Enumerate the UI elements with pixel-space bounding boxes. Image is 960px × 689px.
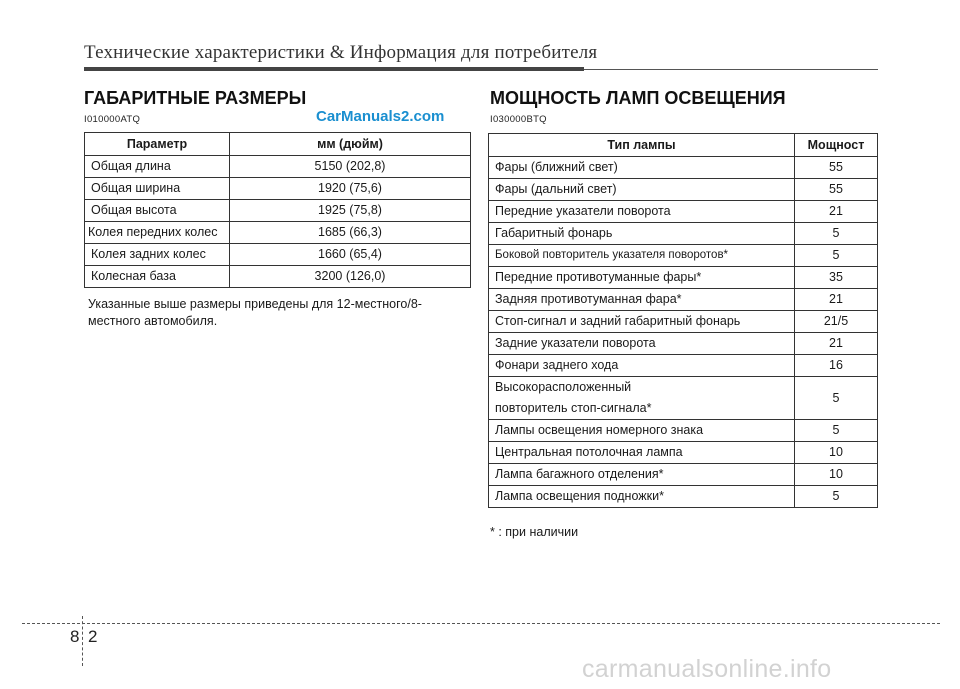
lamp-type-cell: Фары (ближний свет) [489, 157, 795, 179]
table-row [489, 179, 878, 201]
lamp-type-cell: Задняя противотуманная фара* [489, 289, 795, 311]
table-row [489, 311, 878, 333]
lamp-type-cell: Фары (дальний свет) [489, 179, 795, 201]
lamp-type-cell: Габаритный фонарь [489, 223, 795, 245]
param-cell: Колея задних колес [85, 244, 230, 266]
lamp-power-cell: 21 [795, 289, 878, 311]
lamp-type-line: повторитель стоп-сигнала* [495, 401, 652, 415]
lamp-type-cell: Задние указатели поворота [489, 333, 795, 355]
lamp-type-cell: Лампы освещения номерного знака [489, 420, 795, 442]
lamp-type-cell: Боковой повторитель указателя поворотов* [489, 245, 795, 267]
column-header-type: Тип лампы [489, 134, 795, 157]
param-cell: Колесная база [85, 266, 230, 288]
lamps-footnote: * : при наличии [490, 525, 579, 539]
dimensions-table [84, 132, 471, 288]
dimensions-title: ГАБАРИТНЫЕ РАЗМЕРЫ [84, 88, 307, 108]
table-row [85, 244, 471, 266]
lamps-table [488, 133, 878, 508]
lamp-type-cell: Фонари заднего хода [489, 355, 795, 377]
column-header-param: Параметр [85, 133, 230, 156]
column-header-power: Мощност [795, 134, 878, 157]
table-row [489, 464, 878, 486]
lamps-code: I030000BTQ [490, 114, 547, 125]
value-cell: 1660 (65,4) [230, 244, 471, 266]
lamp-type-cell: Лампа освещения подножки* [489, 486, 795, 508]
table-row [489, 333, 878, 355]
watermark-carmanualsonline[interactable]: carmanualsonline.info [582, 655, 832, 683]
param-cell: Общая ширина [85, 178, 230, 200]
lamp-type-cell: Лампа багажного отделения* [489, 464, 795, 486]
lamp-power-cell: 35 [795, 267, 878, 289]
lamp-power-cell: 21/5 [795, 311, 878, 333]
dimensions-code: I010000ATQ [84, 114, 141, 125]
value-cell: 1925 (75,8) [230, 200, 471, 222]
table-header-row [489, 134, 878, 157]
lamp-power-cell: 10 [795, 464, 878, 486]
table-row [489, 355, 878, 377]
lamp-power-cell: 21 [795, 201, 878, 223]
lamp-power-cell: 5 [795, 245, 878, 267]
value-cell: 1685 (66,3) [230, 222, 471, 244]
lamp-power-cell: 55 [795, 157, 878, 179]
dimensions-note: Указанные выше размеры приведены для 12-местного/8-местного автомобиля. [88, 297, 422, 328]
table-row [489, 486, 878, 508]
table-row [489, 289, 878, 311]
watermark-carmanuals2[interactable]: CarManuals2.com [316, 108, 445, 125]
lamp-power-cell: 5 [795, 223, 878, 245]
header-title: Технические характеристики & Информация для потребителя [84, 42, 598, 63]
header-rule [84, 67, 584, 71]
table-row [489, 377, 878, 420]
lamp-power-cell: 5 [795, 377, 878, 420]
lamp-type-cell [489, 377, 795, 420]
lamp-power-cell: 16 [795, 355, 878, 377]
lamp-power-cell: 10 [795, 442, 878, 464]
table-row [85, 156, 471, 178]
value-cell: 5150 (202,8) [230, 156, 471, 178]
table-row [489, 442, 878, 464]
param-cell: Колея передних колес [85, 222, 230, 244]
lamp-power-cell: 21 [795, 333, 878, 355]
table-row [489, 201, 878, 223]
lamps-title: МОЩНОСТЬ ЛАМП ОСВЕЩЕНИЯ [490, 88, 786, 108]
table-row [85, 222, 471, 244]
value-cell: 1920 (75,6) [230, 178, 471, 200]
table-header-row [85, 133, 471, 156]
value-cell: 3200 (126,0) [230, 266, 471, 288]
lamp-type-cell: Передние указатели поворота [489, 201, 795, 223]
table-row [489, 420, 878, 442]
param-cell: Общая высота [85, 200, 230, 222]
lamp-type-cell: Стоп-сигнал и задний габаритный фонарь [489, 311, 795, 333]
lamp-type-line: Высокорасположенный [495, 380, 632, 394]
lamp-power-cell: 5 [795, 420, 878, 442]
lamp-power-cell: 55 [795, 179, 878, 201]
param-cell: Общая длина [85, 156, 230, 178]
table-row [489, 267, 878, 289]
table-row [489, 223, 878, 245]
column-header-mm: мм (дюйм) [230, 133, 471, 156]
lamp-type-cell: Передние противотуманные фары* [489, 267, 795, 289]
header-rule-extension [584, 69, 878, 70]
page-number: 2 [88, 627, 98, 646]
table-row [489, 245, 878, 267]
table-row [85, 266, 471, 288]
footer-vertical-dashed-rule [82, 616, 83, 666]
lamp-type-cell: Центральная потолочная лампа [489, 442, 795, 464]
table-row [489, 157, 878, 179]
table-row [85, 178, 471, 200]
page-chapter-number: 8 [70, 627, 80, 646]
table-row [85, 200, 471, 222]
lamp-power-cell: 5 [795, 486, 878, 508]
footer-dashed-rule [22, 623, 940, 624]
